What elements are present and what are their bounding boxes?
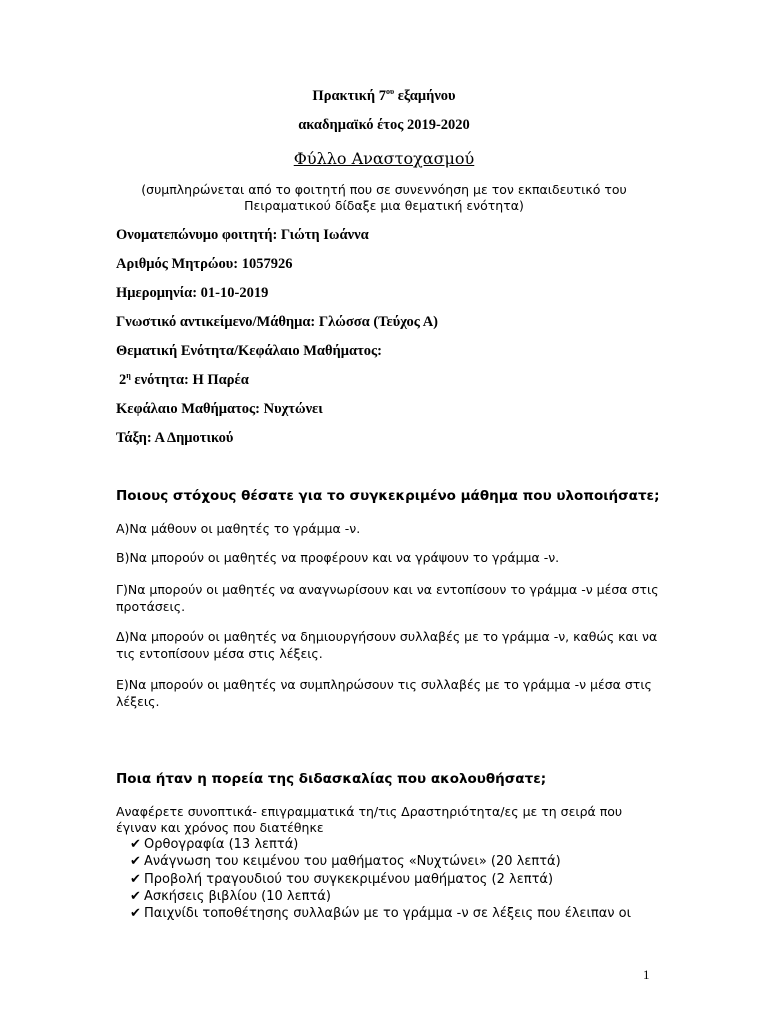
field-date: Ημερομηνία: 01-10-2019 [116, 285, 269, 301]
activity-checklist [130, 836, 631, 922]
checkmark-icon: ✔ [130, 854, 141, 870]
field-thematic-unit: Θεματική Ενότητα/Κεφάλαιο Μαθήματος: [116, 343, 382, 359]
activity-label: Προβολή τραγουδιού του συγκεκριμένου μαθήματος (2 λεπτά) [144, 871, 554, 887]
field-grade: Τάξη: Α Δημοτικού [116, 430, 234, 446]
field-lesson-chapter: Κεφάλαιο Μαθήματος: Νυχτώνει [116, 401, 323, 417]
process-intro-line-2: έγιναν και χρόνος που διατέθηκε [116, 820, 324, 835]
goal-c-line-1: Γ)Να μπορούν οι μαθητές να αναγνωρίσουν και να εντοπίσουν το γράμμα -ν μέσα στις [116, 582, 659, 597]
header-line-semester: Πρακτική $7^{o\upsilon}$ εξαμήνου [312, 87, 456, 104]
goal-a: Α)Να μάθουν οι μαθητές το γράμμα -ν. [116, 521, 361, 536]
goal-b: Β)Να μπορούν οι μαθητές να προφέρουν και να γράψουν το γράμμα -ν. [116, 550, 560, 565]
process-intro-line-1: Αναφέρετε συνοπτικά- επιγραμματικά τη/τις Δραστηριότητα/ες με τη σειρά που [116, 804, 623, 819]
process-heading: Ποια ήταν η πορεία της διδασκαλίας που ακολουθήσατε; [116, 771, 547, 787]
checkmark-icon: ✔ [130, 906, 141, 922]
activity-label: Ανάγνωση του κειμένου του μαθήματος «Νυχτώνει» (20 λεπτά) [144, 854, 561, 870]
activity-label: Ασκήσεις βιβλίου (10 λεπτά) [144, 888, 331, 904]
activity-item [130, 888, 631, 905]
checkmark-icon: ✔ [130, 837, 141, 852]
subtitle-line-2: Πειραματικού δίδαξε μια θεματική ενότητα) [244, 198, 524, 213]
goal-e-line-1: Ε)Να μπορούν οι μαθητές να συμπληρώσουν τις συλλαβές με το γράμμα -ν μέσα στις [116, 677, 652, 692]
checkmark-icon: ✔ [130, 888, 141, 904]
goals-heading: Ποιους στόχους θέσατε για το συγκεκριμένο μάθημα που υλοποιήσατε; [116, 488, 660, 504]
activity-item [130, 853, 631, 870]
field-student-name: Ονοματεπώνυμο φοιτητή: Γιώτη Ιωάννα [116, 227, 369, 243]
checkmark-icon: ✔ [130, 871, 141, 887]
goal-c-line-2: προτάσεις. [116, 599, 186, 614]
field-subject: Γνωστικό αντικείμενο/Μάθημα: Γλώσσα (Τεύχος Α) [116, 314, 439, 330]
activity-item [130, 871, 631, 888]
goal-d-line-1: Δ)Να μπορούν οι μαθητές να δημιουργήσουν συλλαβές με το γράμμα -ν, καθώς και να [116, 629, 658, 644]
goal-d-line-2: τις εντοπίσουν μέσα στις λέξεις. [116, 646, 323, 661]
header-line-academic-year: ακαδημαϊκό έτος 2019-2020 [298, 117, 470, 133]
field-registry-number: Αριθμός Μητρώου: 1057926 [116, 256, 293, 272]
activity-label: Παιχνίδι τοποθέτησης συλλαβών με το γράμμα -ν σε λέξεις που έλειπαν οι [144, 906, 632, 922]
activity-item [130, 836, 631, 853]
goal-e-line-2: λέξεις. [116, 694, 160, 709]
activity-item [130, 905, 631, 922]
activity-label: Ορθογραφία (13 λεπτά) [144, 837, 299, 852]
document-title: Φύλλο Αναστοχασμού [293, 149, 475, 168]
field-unit: $2^\eta$ ενότητα: Η Παρέα [119, 371, 249, 388]
page-number: 1 [643, 967, 650, 982]
subtitle-line-1: (συμπληρώνεται από το φοιτητή που σε συνεννόηση με τον εκπαιδευτικό του [141, 182, 627, 197]
